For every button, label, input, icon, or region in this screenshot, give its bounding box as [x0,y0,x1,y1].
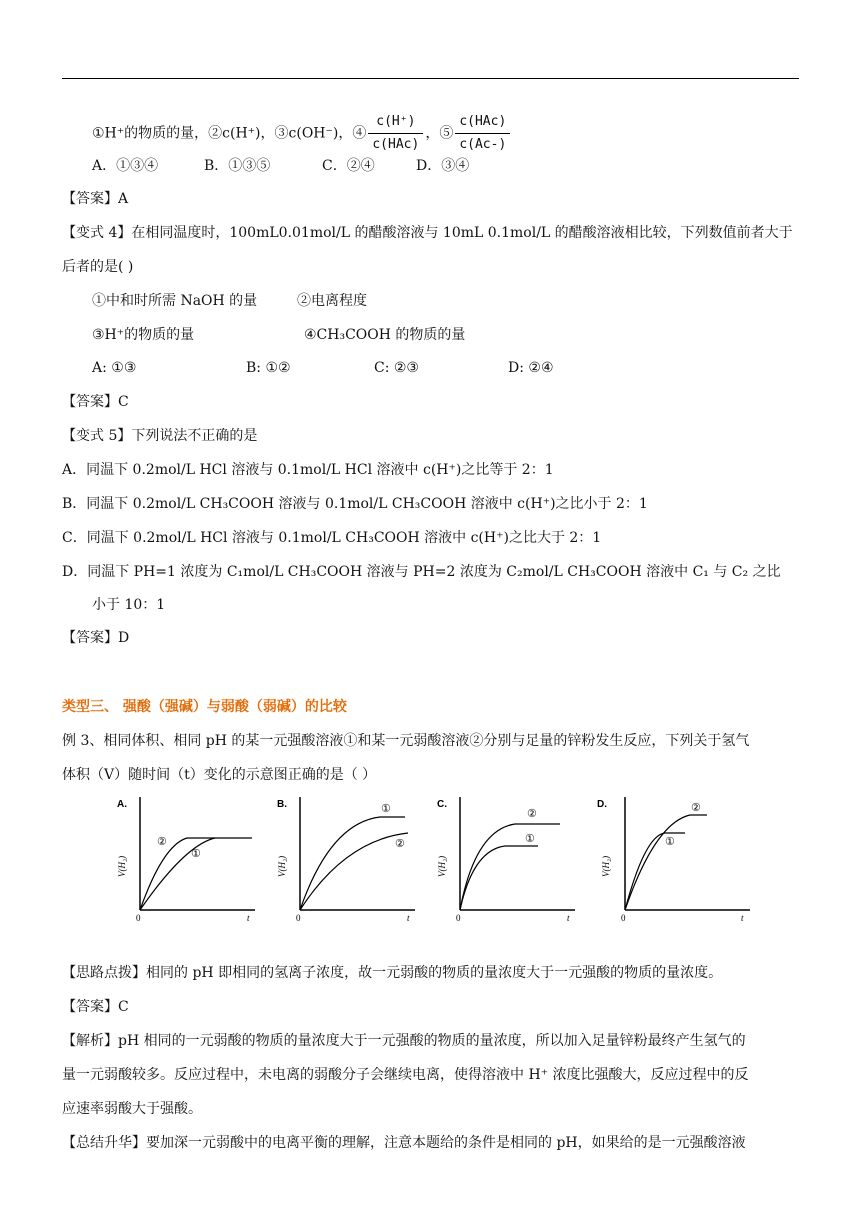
curve-1-label: ① [381,802,391,815]
option-b: B．①③⑤ [204,158,271,174]
variant5-option-a: A．同温下 0.2mol/L HCl 溶液与 0.1mol/L HCl 溶液中 c(H⁺)之比等于 2：1 [62,462,554,478]
graph-label: D. [597,799,607,810]
variant4-item-1: ①中和时所需 NaOH 的量 [92,293,258,309]
graph-c [435,795,580,925]
x-axis-label: t [567,913,570,923]
option-d: D．③④ [416,158,470,174]
prev-answer: 【答案】A [62,191,129,207]
variant5-option-c: C．同温下 0.2mol/L HCl 溶液与 0.1mol/L CH₃COOH 溶液中 c(H⁺)之比大于 2：1 [62,530,602,546]
graph-b [275,795,420,925]
frac4-denominator: c(HAc) [368,133,423,155]
graph-label: A. [117,799,127,810]
graph-label: C. [437,799,447,810]
variant4-stem-2: 后者的是( ) [62,259,134,275]
frac4-numerator: c(H⁺) [376,114,416,129]
variant4-items-1 [92,291,367,311]
curve-2-label: ② [395,837,405,850]
curve-2 [460,824,560,910]
fraction-5 [455,112,510,155]
curve-2-label: ② [527,807,537,820]
curve-2-label: ② [157,835,167,848]
curve-2-label: ② [691,801,701,814]
y-axis-label: V(H₂) [117,855,127,877]
variant4-item-4: ④CH₃COOH 的物质的量 [304,327,466,343]
example3-stem-2: 体积（V）随时间（t）变化的示意图正确的是（ ） [62,767,377,783]
origin-label: 0 [456,913,461,923]
analysis-1: 【解析】pH 相同的一元弱酸的物质的量浓度大于一元强酸的物质的量浓度，所以加入足量锌粉最终产生氢气的 [62,1033,746,1049]
option-c: C: ②③ [374,360,419,376]
frac5-numerator: c(HAc) [459,114,507,129]
origin-label: 0 [621,913,626,923]
variant5-stem: 【变式 5】下列说法不正确的是 [62,428,258,444]
origin-label: 0 [296,913,301,923]
origin-label: 0 [136,913,141,923]
y-axis-label: V(H₂) [277,855,287,877]
x-axis-label: t [741,913,744,923]
variant4-answer: 【答案】C [62,394,129,410]
curve-2 [625,815,707,910]
hint: 【思路点拨】相同的 pH 即相同的氢离子浓度，故一元弱酸的物质的量浓度大于一元强酸的物质的量浓度。 [62,965,723,981]
variant5-answer: 【答案】D [62,630,130,646]
section-heading: 类型三、 强酸（强碱）与弱酸（弱碱）的比较 [62,699,347,715]
summary: 【总结升华】要加深一元弱酸中的电离平衡的理解，注意本题给的条件是相同的 pH，如果给的是一元强酸溶液 [62,1135,746,1151]
graph-d [595,795,755,925]
graph-label: B. [277,799,287,810]
frac5-denominator: c(Ac-) [455,133,510,155]
prev-question-items [92,112,512,155]
variant5-option-b: B．同温下 0.2mol/L CH₃COOH 溶液与 0.1mol/L CH₃COOH 溶液中 c(H⁺)之比小于 2：1 [62,496,648,512]
header-rule [62,78,799,79]
option-d: D: ②④ [508,360,554,376]
option-c: C．②④ [322,158,375,174]
curve-1 [460,846,538,910]
variant4-item-2: ②电离程度 [297,293,367,309]
curve-1-label: ① [191,847,201,860]
curve-1-label: ① [525,832,535,845]
example3-stem-1: 例 3、相同体积、相同 pH 的某一元强酸溶液①和某一元弱酸溶液②分别与足量的锌粉发生反应，下列关于氢气 [62,733,750,749]
variant5-option-d-2: 小于 10：1 [92,597,166,613]
example3-answer: 【答案】C [62,999,129,1015]
curve-1-label: ① [665,835,675,848]
variant5-option-d-1: D．同温下 PH=1 浓度为 C₁mol/L CH₃COOH 溶液与 PH=2 浓度为 C₂mol/L CH₃COOH 溶液中 C₁ 与 C₂ 之比 [62,564,781,580]
prev-options [92,156,469,176]
analysis-2: 量一元弱酸较多。反应过程中，未电离的弱酸分子会继续电离，使得溶液中 H⁺ 浓度比强酸大，反应过程中的反 [62,1067,749,1083]
variant4-item-3: ③H⁺的物质的量 [92,327,195,343]
y-axis-label: V(H₂) [437,855,447,877]
curve-1 [300,817,405,910]
items-text: ①H⁺的物质的量，②c(H⁺)，③c(OH⁻)，④ [92,125,367,142]
analysis-3: 应速率弱酸大于强酸。 [62,1101,202,1117]
variant4-items-2 [92,325,465,345]
graph-a [115,795,260,925]
option-a: A: ①③ [92,360,137,376]
x-axis-label: t [247,913,250,923]
option-b: B: ①② [246,360,291,376]
sep5: ，⑤ [425,125,454,142]
curve-1 [140,838,215,910]
y-axis-label: V(H₂) [601,855,611,877]
option-a: A．①③④ [92,158,159,174]
variant4-options [92,358,554,378]
fraction-4 [368,112,423,155]
x-axis-label: t [407,913,410,923]
variant4-stem-1: 【变式 4】在相同温度时，100mL0.01mol/L 的醋酸溶液与 10mL 0.1mol/L 的醋酸溶液相比较，下列数值前者大于 [62,225,793,241]
